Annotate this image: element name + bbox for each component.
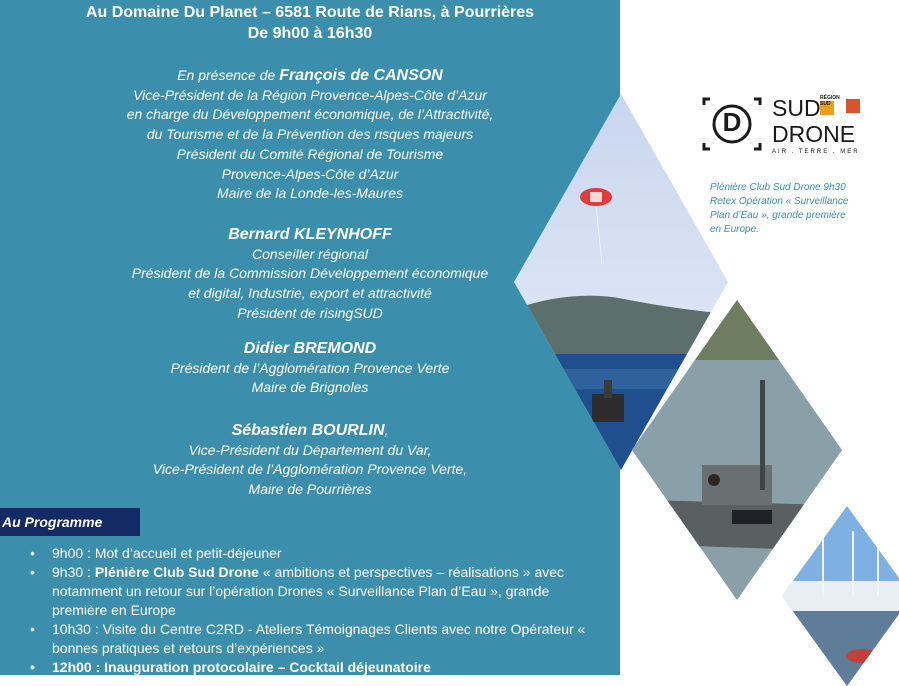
guest-role: Président de l’Agglomération Provence Verte: [170, 359, 450, 376]
item-bold: Inauguration protocolaire – Cocktail déjeunatoire: [100, 659, 431, 675]
guest-name: Bernard KLEYNHOFF: [228, 226, 392, 243]
guest-heading: [0, 66, 620, 86]
guest-role: en charge du Développement économique, de l’Attractivité,: [126, 106, 494, 123]
guest-name: François de CANSON: [279, 67, 443, 84]
guest-role: du Tourisme et de la Prévention des risques majeurs: [146, 126, 474, 143]
logo-line1: SUD: [772, 95, 821, 121]
guest-intro: En présence de: [177, 67, 280, 83]
programme-list: [30, 544, 590, 677]
guest-role: Maire de la Londe-les-Maures: [217, 185, 403, 202]
item-text: Mot d’accueil et petit-déjeuner: [90, 545, 282, 561]
programme-item: [30, 658, 590, 677]
caption-line: Plan d’Eau », grande première: [710, 210, 846, 221]
guest-role: Président du Comité Régional de Tourisme: [176, 145, 444, 162]
guest-role: Maire de Brignoles: [251, 379, 369, 396]
guest-role: Vice-Président de l’Agglomération Provence Verte,: [152, 461, 468, 478]
guest-role: Vice-Président du Département du Var,: [188, 441, 432, 458]
programme-title: Au Programme: [0, 508, 140, 536]
item-time: 12h00 :: [52, 659, 101, 675]
programme-item: [30, 620, 590, 658]
guest-suffix: ,: [384, 422, 389, 438]
item-time: 9h30 :: [52, 564, 91, 580]
guest-name: Sébastien BOURLIN: [231, 422, 385, 439]
caption-line: Retex Opération « Surveillance: [710, 196, 849, 207]
sud-drone-logo: [700, 95, 865, 159]
guest-role: Conseiller régional: [252, 245, 368, 262]
item-text: Visite du Centre C2RD - Ateliers Témoignages Clients avec notre Opérateur « bonnes pratiques et retours d’expériences »: [52, 621, 586, 656]
guest-role: Vice-Président de la Région Provence-Alpes-Côte d’Azur: [133, 86, 487, 103]
guest-role: Président de la Commission Développement économique: [131, 265, 489, 282]
item-text: « ambitions et perspectives – réalisations » avec notamment un retour sur l’opération Drones « Surveillance Plan d’Eau », grande première en Europe: [52, 564, 565, 618]
caption-line: en Europe.: [710, 224, 759, 235]
item-bold: Plénière Club Sud Drone: [90, 564, 259, 580]
diamond-photo-harbour: [782, 506, 899, 686]
logo-mark: D: [722, 107, 742, 137]
item-time: 10h30 :: [52, 621, 99, 637]
guest-role: Provence-Alpes-Côte d’Azur: [221, 165, 399, 182]
programme-item: [30, 563, 590, 620]
guest-role: et digital, Industrie, export et attractivité: [188, 285, 432, 302]
guest-name: Didier BREMOND: [243, 340, 377, 357]
venue-line: Au Domaine Du Planet – 6581 Route de Rians, à Pourrières: [85, 4, 535, 21]
item-time: 9h00 :: [52, 545, 91, 561]
caption-line: Plénière Club Sud Drone 9h30: [710, 182, 846, 193]
logo-line2: DRONE: [772, 121, 856, 147]
guest-role: Président de risingSUD: [237, 304, 383, 321]
hours-line: De 9h00 à 16h30: [247, 25, 373, 42]
drone-caption: [710, 181, 870, 237]
guest-role: Maire de Pourrières: [248, 481, 372, 498]
logo-tagline: AIR . TERRE . MER: [772, 149, 860, 155]
region-badge: RÉGION SUD: [820, 95, 840, 107]
programme-item: [30, 544, 590, 563]
